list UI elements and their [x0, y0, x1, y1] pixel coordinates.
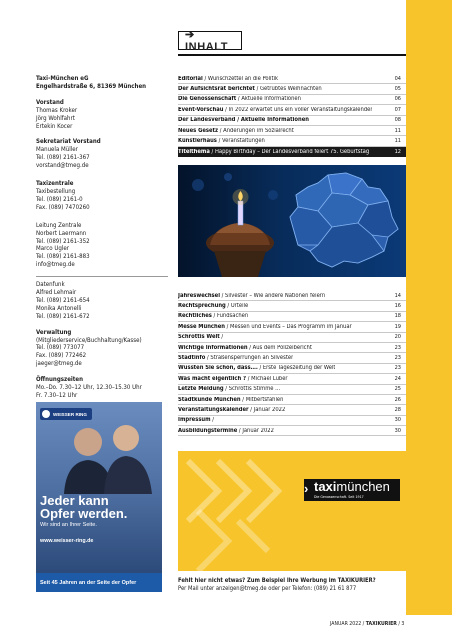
- toc-entry[interactable]: [178, 353, 406, 363]
- toc-entry-page: 19: [394, 323, 401, 330]
- toc-entry-title: [178, 117, 309, 123]
- toc-entry-page: 16: [394, 303, 401, 310]
- page-footer: [330, 621, 404, 627]
- toc-entry-title: [178, 345, 312, 351]
- toc-entry-page: 30: [394, 427, 401, 434]
- toc-entry-subtitle: / Mitbertsfahlen: [240, 396, 284, 403]
- zentrale-heading: Taxizentrale: [36, 180, 74, 188]
- toc-entry-topic: Letzte Meldung: [178, 386, 224, 393]
- toc-entry-subtitle: / Aus dem Polizeibericht: [247, 344, 312, 351]
- verwaltung-email[interactable]: jaeger@tmeg.de: [36, 360, 82, 368]
- toc-entry-title: [178, 365, 335, 371]
- header-divider: [178, 54, 406, 56]
- sidebar-divider: [36, 276, 168, 277]
- toc-entry[interactable]: [178, 416, 406, 426]
- toc-entry-page: 06: [394, 96, 401, 103]
- toc-entry-topic: Der Landesverband / Aktuelle Informationen: [178, 117, 309, 124]
- toc-entry-page: 07: [394, 106, 401, 113]
- logo-taxi: taxi: [314, 479, 337, 494]
- toc-entry-topic: Event-Vorschau: [178, 106, 224, 113]
- verwaltung-line: (Mitgliederservice/Buchhaltung/Kasse): [36, 336, 142, 344]
- verwaltung-heading: Verwaltung: [36, 328, 72, 336]
- vorstand-block: [36, 99, 166, 131]
- sekretariat-heading: Sekretariat Vorstand: [36, 138, 101, 146]
- sekretariat-email[interactable]: vorstand@tmeg.de: [36, 162, 89, 170]
- toc-entry[interactable]: [178, 333, 406, 343]
- toc-entry-title: [178, 107, 372, 113]
- org-block: [36, 75, 166, 91]
- toc-entry-subtitle: / Fundsachen: [211, 313, 249, 320]
- toc-entry-topic: Was macht eigentlich ?: [178, 375, 247, 382]
- toc-entry-title: [178, 86, 322, 92]
- toc-entry[interactable]: [178, 105, 406, 115]
- toc-entry-page: 20: [394, 334, 401, 341]
- oeffnung-line: Mo.–Do. 7.30–12 Uhr, 12.30–15.30 Uhr: [36, 384, 142, 392]
- weisser-ring-subline: Wir sind an Ihrer Seite.: [40, 522, 97, 528]
- toc-entry-subtitle: / Silvester – Wie andere Nationen feiern: [219, 292, 326, 299]
- logo-muenchen: münchen: [336, 479, 390, 494]
- toc-entry-page: 04: [394, 75, 401, 82]
- oeffnung-heading: Öffnungszeiten: [36, 376, 84, 384]
- ring-icon: [42, 410, 50, 418]
- leitung-line: Tel. (089) 2161-883: [36, 253, 90, 261]
- toc-entry-title: [178, 355, 293, 361]
- toc-bottom: [178, 291, 406, 436]
- leitung-block: [36, 222, 166, 269]
- weisser-ring-logo: [40, 408, 92, 420]
- sekretariat-line: Manuela Müller: [36, 146, 78, 154]
- toc-entry-title: [178, 313, 248, 319]
- weisser-ring-headline: [40, 494, 127, 520]
- toc-entry-subtitle: / Veranstaltungen: [216, 138, 265, 145]
- bavaria-map-icon: [288, 171, 400, 271]
- toc-entry[interactable]: [178, 126, 406, 136]
- toc-entry-subtitle: /: [210, 417, 214, 424]
- toc-entry-subtitle: / Messen und Events – Das Programm im Januar: [224, 323, 352, 330]
- verwaltung-block: [36, 329, 166, 369]
- toc-entry-title: [178, 334, 223, 340]
- toc-entry-title: [178, 397, 283, 403]
- toc-entry[interactable]: [178, 322, 406, 332]
- toc-entry-subtitle: / Michael Luber: [246, 375, 288, 382]
- toc-entry-title: [178, 149, 369, 155]
- footer-page-number: / 3: [396, 621, 405, 627]
- toc-entry-subtitle: / Urteile: [225, 303, 249, 310]
- toc-entry-title: [178, 376, 288, 382]
- toc-entry-subtitle: / Januar 2022: [237, 427, 274, 434]
- toc-entry-page: 05: [394, 86, 401, 93]
- datenfunk-line: Datenfunk: [36, 281, 65, 289]
- vorstand-heading: Vorstand: [36, 98, 64, 106]
- toc-entry-subtitle: /: [219, 334, 224, 341]
- toc-entry-subtitle: / Januar 2022: [248, 406, 286, 413]
- ad-hint: [178, 577, 410, 593]
- toc-entry-page: 11: [394, 138, 401, 145]
- headline-line: Opfer werden.: [40, 506, 128, 521]
- toc-entry[interactable]: [178, 374, 406, 384]
- datenfunk-line: Tel. (089) 2161-672: [36, 312, 90, 320]
- toc-entry[interactable]: [178, 291, 406, 301]
- toc-entry-topic: Impressum: [178, 417, 211, 424]
- toc-entry-subtitle: / Straßensperrungen an Silvester: [205, 355, 294, 362]
- toc-entry-title: [178, 303, 248, 309]
- toc-entry[interactable]: [178, 116, 406, 126]
- toc-entry-topic: Editorial: [178, 75, 203, 82]
- oeffnung-block: [36, 376, 166, 400]
- toc-entry-page: 12: [394, 148, 401, 155]
- zentrale-line: Tel. (089) 2161-0: [36, 195, 83, 203]
- zentrale-line: Taxibestellung: [36, 187, 76, 195]
- toc-entry-page: 14: [394, 292, 401, 299]
- vorstand-member: Ertekin Kocer: [36, 122, 73, 130]
- datenfunk-line: Monika Antonelli: [36, 304, 82, 312]
- toc-entry-page: 26: [394, 396, 401, 403]
- toc-entry-subtitle: / Happy Birthday – Der Landesverband feiert 75. Geburtstag: [209, 148, 370, 155]
- toc-entry[interactable]: [178, 84, 406, 94]
- toc-entry-page: 23: [394, 365, 401, 372]
- weisser-ring-banner: Seit 45 Jahren an der Seite der Opfer: [36, 573, 162, 592]
- page-title: ➔ INHALT: [178, 31, 242, 50]
- toc-entry-subtitle: / In 2022 erwartet uns ein voller Veranstaltungskalender: [223, 106, 373, 113]
- toc-entry[interactable]: [178, 95, 406, 105]
- toc-entry[interactable]: [178, 405, 406, 415]
- weisser-ring-logo-text: WEISSER RING: [53, 411, 87, 417]
- toc-entry-topic: Stadtinfo: [178, 355, 206, 362]
- toc-entry-title: [178, 428, 274, 434]
- sidebar-contacts: [36, 75, 166, 408]
- leitung-email[interactable]: info@tmeg.de: [36, 261, 75, 269]
- taxi-muenchen-logo: [314, 479, 390, 494]
- leitung-line: Marco Ugler: [36, 245, 69, 253]
- weisser-ring-website[interactable]: www.weisser-ring.de: [40, 538, 94, 544]
- toc-entry-topic: Messe München: [178, 323, 225, 330]
- datenfunk-line: Tel. (089) 2161-654: [36, 296, 90, 304]
- toc-entry-page: 24: [394, 375, 401, 382]
- people-photo: [36, 402, 162, 573]
- leitung-line: Tel. (089) 2161-352: [36, 237, 90, 245]
- toc-entry-title: [178, 324, 352, 330]
- toc-entry-topic: Rechtsprechung: [178, 303, 226, 310]
- toc-entry-topic: Wichtige Informationen: [178, 344, 248, 351]
- toc-entry-title: [178, 138, 265, 144]
- toc-entry[interactable]: [178, 301, 406, 311]
- footer-date: JANUAR 2022 /: [330, 621, 366, 627]
- footer-brand: TAXIKURIER: [365, 621, 397, 627]
- toc-entry-topic: Rechtliches: [178, 313, 212, 320]
- toc-entry-topic: Wussten Sie schon, dass….: [178, 365, 258, 372]
- sekretariat-line: Tel. (089) 2161-367: [36, 154, 90, 162]
- taxi-muenchen-ad[interactable]: [178, 451, 406, 571]
- verwaltung-line: Tel. (089) 773077: [36, 344, 85, 352]
- toc-entry-page: 18: [394, 313, 401, 320]
- taxi-tagline: Die Genossenschaft. Seit 1917: [314, 495, 364, 499]
- toc-top: [178, 74, 406, 157]
- toc-entry-page: 23: [394, 344, 401, 351]
- toc-entry-subtitle: / Aktuelle Informationen: [236, 96, 301, 103]
- toc-entry-topic: Jahreswechsel: [178, 292, 220, 299]
- toc-entry-subtitle: / Getrübtes Weihnachten: [254, 86, 322, 93]
- toc-entry-title: [178, 96, 301, 102]
- toc-entry[interactable]: [178, 147, 406, 157]
- org-address: Engelhardstraße 6, 81369 München: [36, 82, 147, 90]
- toc-entry-page: 25: [394, 386, 401, 393]
- zentrale-block: [36, 180, 166, 212]
- verwaltung-line: Fax. (089) 772462: [36, 352, 87, 360]
- ad-hint-contact[interactable]: Per Mail unter anzeigen@tmeg.de oder per Telefon: (089) 21 61 877: [178, 586, 357, 592]
- toc-entry-topic: Schrottis Welt: [178, 334, 220, 341]
- toc-entry-topic: Künstlerhaus: [178, 138, 217, 145]
- toc-entry[interactable]: [178, 364, 406, 374]
- chevron-pattern: [178, 451, 406, 571]
- yellow-side-strip: [406, 0, 452, 615]
- toc-entry-title: [178, 417, 214, 423]
- datenfunk-line: Alfred Lehmair: [36, 289, 77, 297]
- toc-entry[interactable]: [178, 136, 406, 146]
- toc-entry-subtitle: / Wunschzettel an die Politik: [202, 75, 279, 82]
- toc-entry-title: [178, 293, 325, 299]
- toc-entry-topic: Veranstaltungskalender: [178, 406, 249, 413]
- ad-hint-question: Fehlt hier nicht etwas? Zum Beispiel Ihre Werbung im TAXIKURIER?: [178, 578, 376, 584]
- toc-entry-subtitle: / Schrottis Stimme ...: [223, 386, 281, 393]
- toc-entry[interactable]: [178, 395, 406, 405]
- toc-entry-title: [178, 407, 285, 413]
- toc-entry-topic: Ausbildungstermine: [178, 427, 238, 434]
- arrow-icon: ›: [304, 481, 309, 496]
- toc-entry-page: 30: [394, 417, 401, 424]
- toc-entry[interactable]: [178, 74, 406, 84]
- leitung-line: Leitung Zentrale: [36, 221, 82, 229]
- sekretariat-block: [36, 138, 166, 170]
- org-name: Taxi-München eG: [36, 75, 89, 82]
- toc-entry-subtitle: / Erste Tageszeitung der Welt: [257, 365, 336, 372]
- toc-entry-topic: Der Aufsichtsrat berichtet: [178, 86, 255, 93]
- toc-entry-topic: Titelthema: [178, 148, 210, 155]
- headline-line: Jeder kann: [40, 493, 109, 508]
- leitung-line: Norbert Laermann: [36, 229, 87, 237]
- toc-entry[interactable]: [178, 426, 406, 436]
- datenfunk-block: [36, 281, 166, 321]
- vorstand-member: Jörg Wohlfahrt: [36, 114, 75, 122]
- toc-entry[interactable]: [178, 312, 406, 322]
- toc-entry-topic: Neues Gesetz: [178, 127, 219, 134]
- weisser-ring-ad[interactable]: [36, 402, 162, 573]
- toc-entry-title: [178, 386, 280, 392]
- toc-entry[interactable]: [178, 385, 406, 395]
- toc-entry-topic: Die Genossenschaft: [178, 96, 237, 103]
- toc-entry-page: 11: [394, 127, 401, 134]
- cover-photo: [178, 165, 406, 277]
- zentrale-line: Fax. (089) 7470260: [36, 203, 90, 211]
- oeffnung-line: Fr. 7.30–12 Uhr: [36, 392, 78, 399]
- toc-entry-title: [178, 76, 278, 82]
- toc-entry-subtitle: / Änderungen im Sozialrecht: [218, 127, 294, 134]
- toc-entry-page: 08: [394, 117, 401, 124]
- toc-entry-page: 23: [394, 355, 401, 362]
- toc-entry-topic: Stadtkunde München: [178, 396, 241, 403]
- toc-entry[interactable]: [178, 343, 406, 353]
- toc-entry-title: [178, 128, 294, 134]
- vorstand-member: Thomas Kroker: [36, 106, 78, 114]
- toc-entry-page: 28: [394, 406, 401, 413]
